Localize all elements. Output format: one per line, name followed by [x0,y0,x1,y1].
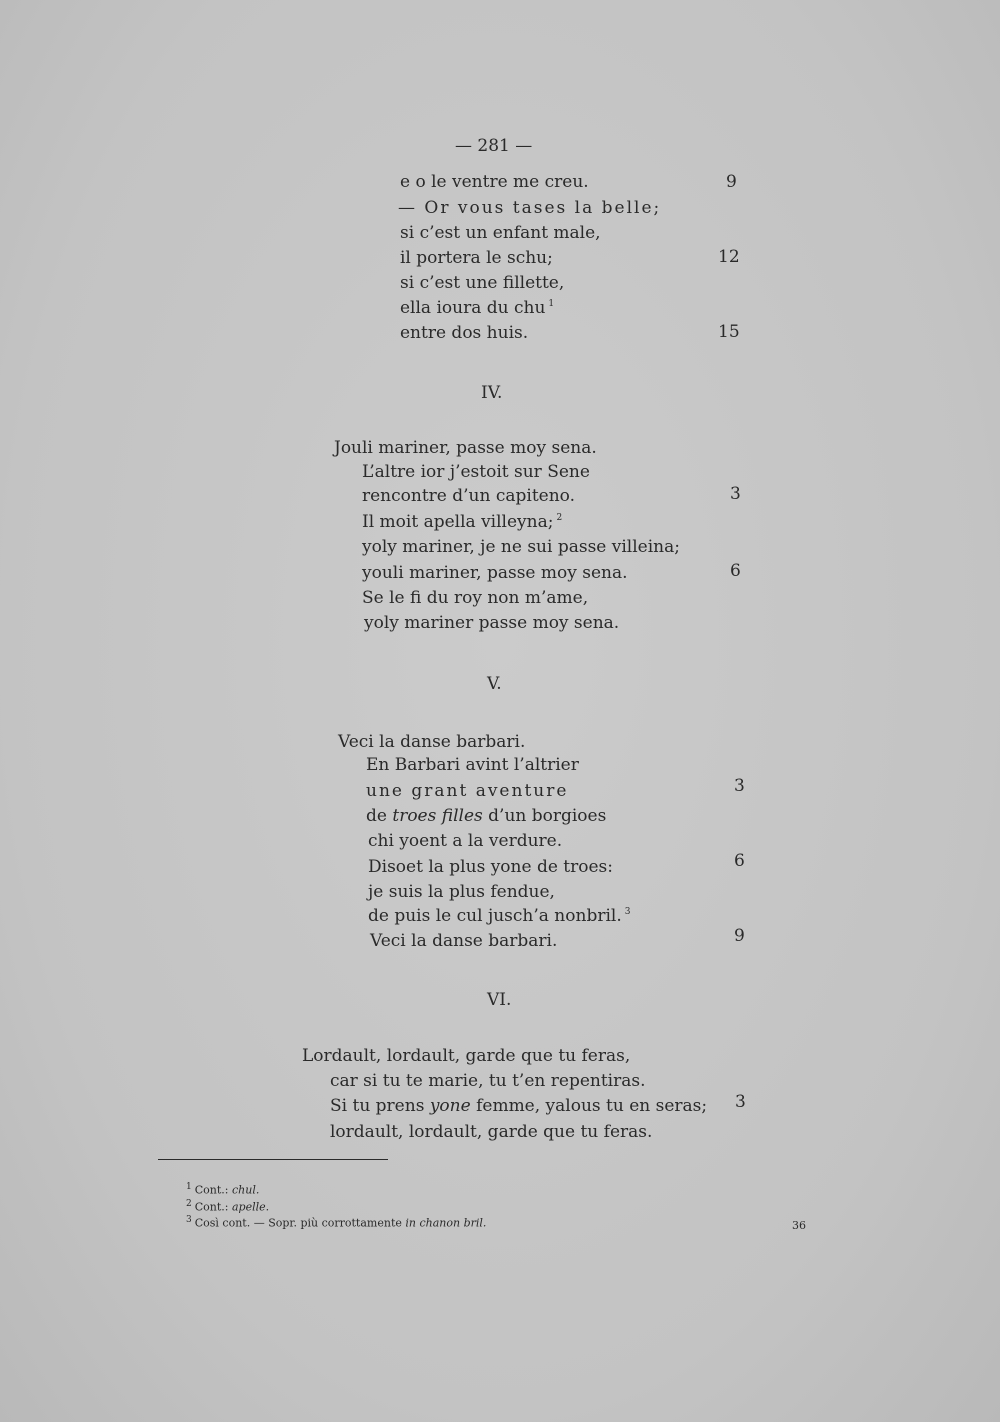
verse-line: Lordault, lordault, garde que tu feras, [302,1046,631,1066]
line-number: 6 [730,561,741,581]
verse-line: chi yoent a la verdure. [368,831,563,851]
verse-line: entre dos huis. [400,323,529,343]
verse-line: En Barbari avint l’altrier [366,755,579,775]
verse-line: si c’est un enfant male, [400,223,601,243]
footnote-ref: 2 [556,513,563,524]
verse-line: Se le fi du roy non m’ame, [362,588,589,608]
line-number: 12 [718,247,740,267]
section-heading: V. [487,674,502,694]
section-heading: IV. [481,383,503,403]
line-number: 9 [726,172,737,192]
verse-line: Veci la danse barbari. [338,732,526,752]
line-number: 3 [734,776,745,796]
footnote-text: Cont.: [194,1200,232,1214]
verse-text: Si tu prens [330,1096,430,1116]
verse-text: de [366,806,393,826]
verse-line: e o le ventre me creu. [400,172,589,192]
verse-line: une grant aventure [366,781,569,801]
verse-line [368,908,630,925]
verse-line: si c’est une fillette, [400,273,565,293]
verse-text: d’un borgioes [482,806,607,826]
verse-text: ella ioura du chu [400,298,546,318]
verse-line: lordault, lordault, garde que tu feras. [330,1122,653,1142]
verse-line: Veci la danse barbari. [370,931,558,951]
footnote-mark: 1 [186,1182,192,1192]
verse-line: yoly mariner, je ne sui passe villeina; [362,537,680,557]
page-number: — 281 — [455,136,533,156]
footnote [186,1183,259,1196]
footnote-ref: 3 [624,907,631,918]
verse-line: youli mariner, passe moy sena. [362,563,628,583]
verse-text: femme, yalous tu en seras; [470,1096,708,1116]
verse-line: je suis la plus fendue, [368,882,555,902]
line-number: 3 [735,1092,746,1112]
footnote-text: Cont.: [194,1183,232,1197]
verse-line: car si tu te marie, tu t’en repentiras. [330,1071,646,1091]
footnote-italic: in chanon bril. [405,1216,487,1230]
footnote-text: Così cont. — Sopr. più corrottamente [194,1216,406,1230]
line-number: 9 [734,926,745,946]
footnote-italic: apelle. [231,1200,270,1214]
footnote-divider [158,1159,388,1160]
verse-text: de puis le cul jusch’a nonbril. [368,906,622,926]
verse-line: rencontre d’un capiteno. [362,486,576,506]
line-number: 15 [718,322,740,342]
verse-line [362,514,562,531]
verse-line [400,300,554,317]
footnote-mark: 2 [186,1199,192,1209]
signature-mark: 36 [792,1219,806,1232]
verse-line [366,808,606,825]
verse-line: yoly mariner passe moy sena. [364,613,620,633]
verse-line: Jouli mariner, passe moy sena. [334,438,597,458]
line-number: 6 [734,851,745,871]
section-heading: VI. [487,990,512,1010]
verse-line: L’altre ior j’estoit sur Sene [362,462,590,482]
footnote [186,1200,269,1213]
line-number: 3 [730,484,741,504]
verse-line [330,1098,707,1115]
verse-italic: troes filles [392,806,483,826]
verse-line: Disoet la plus yone de troes: [368,857,613,877]
verse-italic: yone [429,1096,471,1116]
footnote-mark: 3 [186,1215,192,1225]
verse-text: Il moit apella villeyna; [362,512,554,532]
verse-line: — Or vous tases la belle; [398,198,662,218]
footnote-ref: 1 [548,299,555,310]
footnote-italic: chul. [231,1183,260,1197]
verse-line: il portera le schu; [400,248,553,268]
footnote [186,1216,486,1229]
